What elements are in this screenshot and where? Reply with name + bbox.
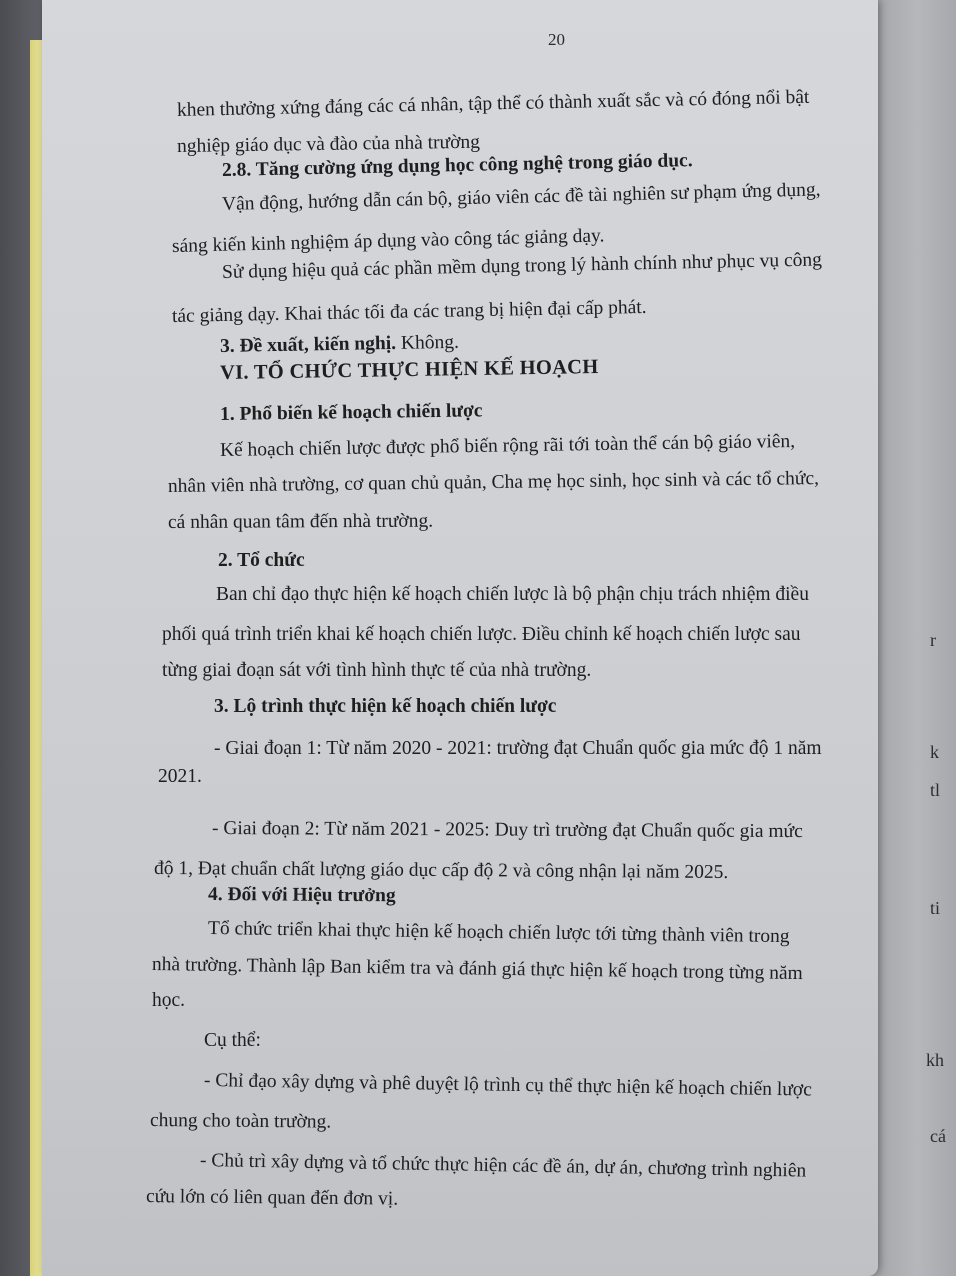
- text-line: học.: [152, 990, 186, 1011]
- text-line: [220, 332, 459, 358]
- text-line: độ 1, Đạt chuẩn chất lượng giáo dục cấp độ 2 và công nhận lại năm 2025.: [153, 858, 729, 884]
- adjacent-page-fragment: tl: [930, 780, 941, 800]
- proposal-heading: 3. Đề xuất, kiến nghị.: [219, 332, 397, 357]
- page-content: [102, 0, 862, 1276]
- adjacent-page-fragment: ti: [930, 898, 941, 918]
- text-line: Kế hoạch chiến lược được phổ biến rộng rãi tới toàn thể cán bộ giáo viên,: [219, 430, 796, 461]
- section-heading: 1. Phổ biến kế hoạch chiến lược: [219, 400, 483, 425]
- text-line: - Giai đoạn 2: Từ năm 2021 - 2025: Duy trì trường đạt Chuẩn quốc gia mức: [211, 818, 803, 843]
- text-line: - Giai đoạn 1: Từ năm 2020 - 2021: trường đạt Chuẩn quốc gia mức độ 1 năm: [214, 738, 822, 759]
- proposal-text: Không.: [395, 331, 460, 354]
- text-line: sáng kiến kinh nghiệm áp dụng vào công tác giảng dạy.: [171, 225, 605, 257]
- text-line: cứu lớn có liên quan đến đơn vị.: [145, 1186, 399, 1210]
- text-line: nghiệp giáo dục và đào của nhà trường: [176, 131, 481, 157]
- text-line: - Chỉ đạo xây dựng và phê duyệt lộ trình cụ thể thực hiện kế hoạch chiến lược: [203, 1070, 812, 1101]
- text-line: - Chủ trì xây dựng và tổ chức thực hiện các đề án, dự án, chương trình nghiên: [199, 1150, 807, 1182]
- text-line: nhà trường. Thành lập Ban kiểm tra và đánh giá thực hiện kế hoạch trong từng năm: [151, 954, 803, 985]
- section-heading: 4. Đối với Hiệu trưởng: [207, 884, 396, 907]
- adjacent-page-fragment: r: [930, 630, 936, 650]
- text-line: nhân viên nhà trường, cơ quan chủ quản, Cha mẹ học sinh, học sinh và các tổ chức,: [167, 468, 820, 497]
- section-heading: 2.8. Tăng cường ứng dụng học công nghệ trong giáo dục.: [221, 150, 693, 181]
- page-number: 20: [548, 30, 565, 49]
- text-line: Sử dụng hiệu quả các phần mềm dụng trong lý hành chính như phục vụ công: [221, 249, 823, 283]
- text-line: cá nhân quan tâm đến nhà trường.: [167, 510, 434, 533]
- text-line: Ban chỉ đạo thực hiện kế hoạch chiến lược là bộ phận chịu trách nhiệm điều: [216, 584, 809, 605]
- adjacent-page-fragment: cá: [930, 1126, 946, 1146]
- adjacent-page-fragment: kh: [926, 1050, 944, 1070]
- text-line: từng giai đoạn sát với tình hình thực tế của nhà trường.: [162, 660, 592, 681]
- text-line: Cụ thể:: [204, 1030, 261, 1051]
- text-line: 2021.: [158, 766, 202, 787]
- text-line: chung cho toàn trường.: [149, 1110, 332, 1133]
- text-line: phối quá trình triển khai kế hoạch chiến lược. Điều chỉnh kế hoạch chiến lược sau: [162, 624, 801, 645]
- section-heading: 2. Tổ chức: [218, 550, 305, 571]
- text-line: Vận động, hướng dẫn cán bộ, giáo viên các đề tài nghiên sư phạm ứng dụng,: [221, 179, 821, 215]
- text-line: khen thưởng xứng đáng các cá nhân, tập thể có thành xuất sắc và có đóng nổi bật: [176, 86, 810, 121]
- text-line: Tổ chức triển khai thực hiện kế hoạch chiến lược tới từng thành viên trong: [207, 918, 790, 948]
- text-line: tác giảng dạy. Khai thác tối đa các trang bị hiện đại cấp phát.: [171, 296, 647, 327]
- document-page: [42, 0, 878, 1276]
- section-heading: 3. Lộ trình thực hiện kế hoạch chiến lược: [214, 696, 557, 717]
- adjacent-page-fragment: k: [930, 742, 939, 762]
- chapter-heading: VI. TỔ CHỨC THỰC HIỆN KẾ HOẠCH: [219, 356, 599, 384]
